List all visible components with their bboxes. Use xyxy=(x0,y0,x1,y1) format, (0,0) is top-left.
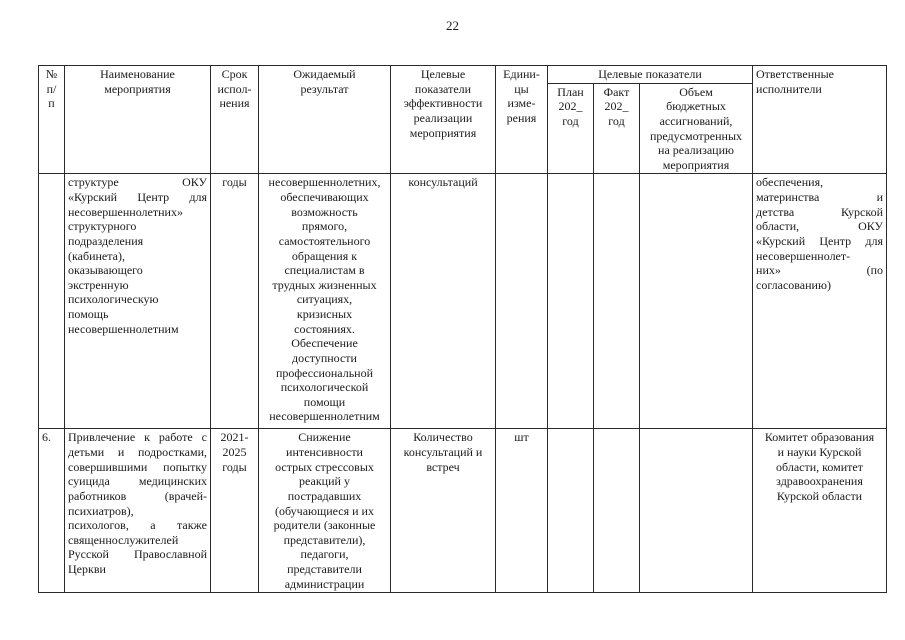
header-plan: План 202_ год xyxy=(548,83,594,174)
cell-plan xyxy=(548,429,594,593)
header-units: Едини- цы изме- рения xyxy=(496,66,548,174)
cell-name: Привлечение к работе с детьми и подростками, совершившими попытку суицида медицинских работников (врачей- психиатров), психологов, а также священнослужителей Русской Православной Церкви xyxy=(65,429,211,593)
header-term: Срок испол- нения xyxy=(211,66,259,174)
table-row xyxy=(39,429,887,593)
page-number: 22 xyxy=(446,18,459,33)
cell-fact xyxy=(594,429,640,593)
cell-expected: Снижение интенсивности острых стрессовых реакций у пострадавших (обучающиеся и их родители (законные представители), педагоги, представители администрации xyxy=(259,429,391,593)
cell-plan xyxy=(548,174,594,429)
cell-indicators: консультаций xyxy=(391,174,496,429)
header-row xyxy=(39,66,887,84)
header-expected: Ожидаемый результат xyxy=(259,66,391,174)
header-indicators: Целевые показатели эффективности реализации мероприятия xyxy=(391,66,496,174)
cell-name: структуре ОКУ «Курский Центр для несовершеннолетних» структурного подразделения (кабинета), оказывающего экстренную психологическую помощь несовершеннолетним xyxy=(65,174,211,429)
activities-table xyxy=(38,65,887,593)
cell-responsible: обеспечения, материнства и детства Курской области, ОКУ «Курский Центр для несовершеннолет- них» (по согласованию) xyxy=(753,174,887,429)
header-name: Наименование мероприятия xyxy=(65,66,211,174)
cell-volume xyxy=(640,174,753,429)
cell-fact xyxy=(594,174,640,429)
header-volume: Объем бюджетных ассигнований, предусмотренных на реализацию мероприятия xyxy=(640,83,753,174)
header-num: № п/ п xyxy=(39,66,65,174)
header-fact: Факт 202_ год xyxy=(594,83,640,174)
header-responsible: Ответственные исполнители xyxy=(753,66,887,174)
cell-term: годы xyxy=(211,174,259,429)
header-target-group: Целевые показатели xyxy=(548,66,753,84)
table-row xyxy=(39,174,887,429)
cell-volume xyxy=(640,429,753,593)
cell-num: 6. xyxy=(39,429,65,593)
cell-term: 2021- 2025 годы xyxy=(211,429,259,593)
cell-units xyxy=(496,174,548,429)
cell-responsible: Комитет образования и науки Курской области, комитет здравоохранения Курской области xyxy=(753,429,887,593)
cell-num xyxy=(39,174,65,429)
cell-expected: несовершеннолетних, обеспечивающих возможность прямого, самостоятельного обращения к специалистам в трудных жизненных ситуациях, кризисных состояниях. Обеспечение доступности профессиональной психологической помощи несовершеннолетним xyxy=(259,174,391,429)
cell-units: шт xyxy=(496,429,548,593)
cell-indicators: Количество консультаций и встреч xyxy=(391,429,496,593)
